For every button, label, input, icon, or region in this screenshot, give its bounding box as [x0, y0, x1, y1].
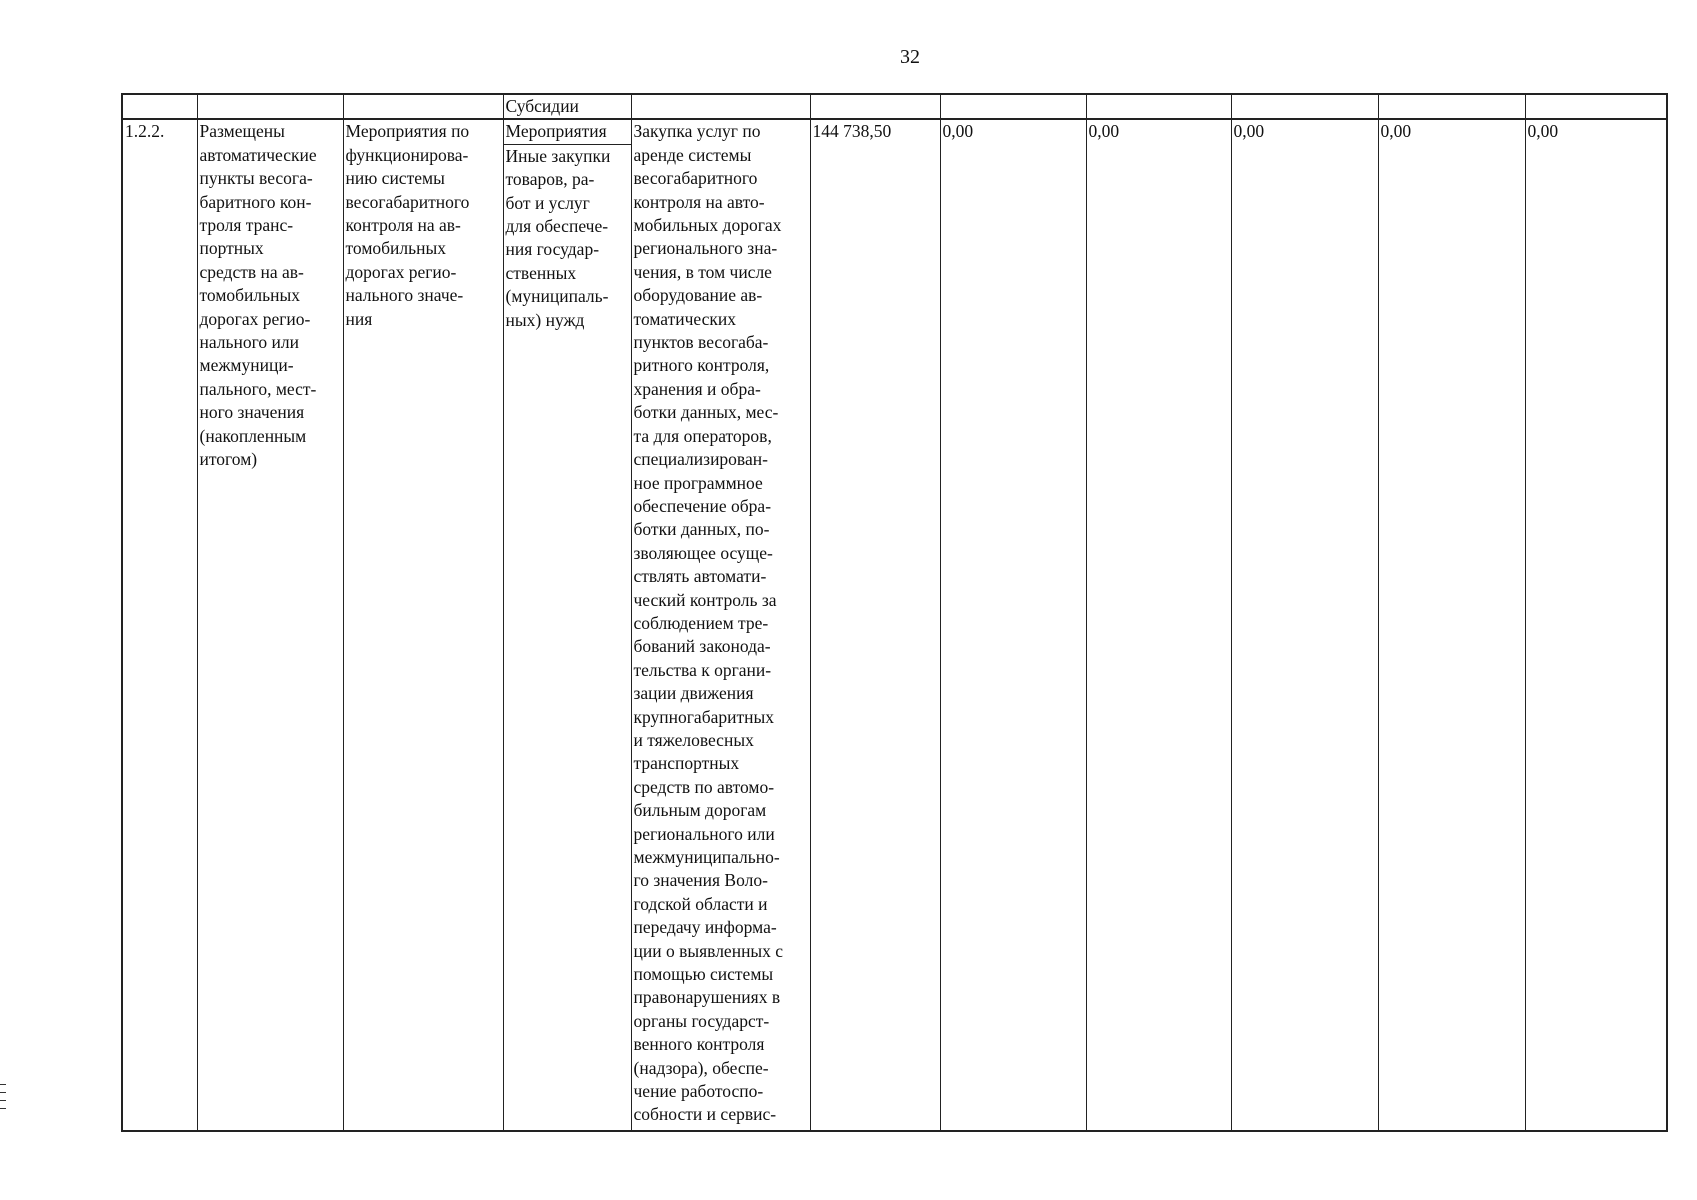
- margin-mark: [0, 1100, 6, 1101]
- row-value-4: 0,00: [1231, 119, 1378, 1131]
- table-header-row: [122, 94, 1667, 119]
- row-result: Размещены автоматические пункты весога- баритного кон- троля транс- портных средств на ав- томобильных дорогах регио- нального или межмуници- пального, мест- ного значения (накопленным итогом): [197, 119, 343, 1131]
- row-value-3: 0,00: [1086, 119, 1231, 1131]
- margin-mark: [0, 1084, 6, 1085]
- row-value-2: 0,00: [940, 119, 1086, 1131]
- row-description: Закупка услуг по аренде системы весогабаритного контроля на авто- мобильных дорогах регионального зна- чения, в том числе оборудование ав- томатических пунктов весогаба- ритного контроля, хранения и обра- ботки данных, мес- та для операторов, специализирован- ное программное обеспечение обра- ботки данных, по- зволяющее осуще- ствлять автомати- ческий контроль за соблюдением тре- бований законода- тельства к органи- зации движения крупногабаритных и тяжеловесных транспортных средств по автомо- бильным дорогам регионального или межмуниципально- го значения Воло- годской области и передачу информа- ции о выявленных с помощью системы правонарушениях в органы государст- венного контроля (надзора), обеспе- чение работоспо- собности и сервис-: [631, 119, 810, 1131]
- program-table: [121, 93, 1668, 1132]
- header-cell-value-1: [810, 94, 940, 119]
- header-cell-value-5: [1378, 94, 1525, 119]
- header-cell-event: [343, 94, 503, 119]
- margin-mark: [0, 1092, 6, 1093]
- header-cell-value-3: [1086, 94, 1231, 119]
- margin-mark: [0, 1108, 6, 1109]
- row-event-type-cell: [503, 119, 631, 1131]
- row-value-1: 144 738,50: [810, 119, 940, 1131]
- header-cell-value-6: [1525, 94, 1667, 119]
- table-row: [122, 119, 1667, 1131]
- header-cell-budget-type: Субсидии: [503, 94, 631, 119]
- page-number: 32: [900, 46, 920, 68]
- row-event: Мероприятия по функционирова- нию системы весогабаритного контроля на ав- томобильных дорогах регио- нального значе- ния: [343, 119, 503, 1131]
- header-cell-description: [631, 94, 810, 119]
- header-cell-value-2: [940, 94, 1086, 119]
- header-cell-result: [197, 94, 343, 119]
- header-cell-value-4: [1231, 94, 1378, 119]
- header-cell-code: [122, 94, 197, 119]
- row-code: 1.2.2.: [122, 119, 197, 1131]
- row-event-subtype: Иные закупки товаров, ра- бот и услуг для обеспече- ния государ- ственных (муниципаль- ных) нужд: [505, 145, 611, 330]
- row-value-5: 0,00: [1378, 119, 1525, 1131]
- row-event-type: Мероприятия: [504, 120, 631, 144]
- row-value-6: 0,00: [1525, 119, 1667, 1131]
